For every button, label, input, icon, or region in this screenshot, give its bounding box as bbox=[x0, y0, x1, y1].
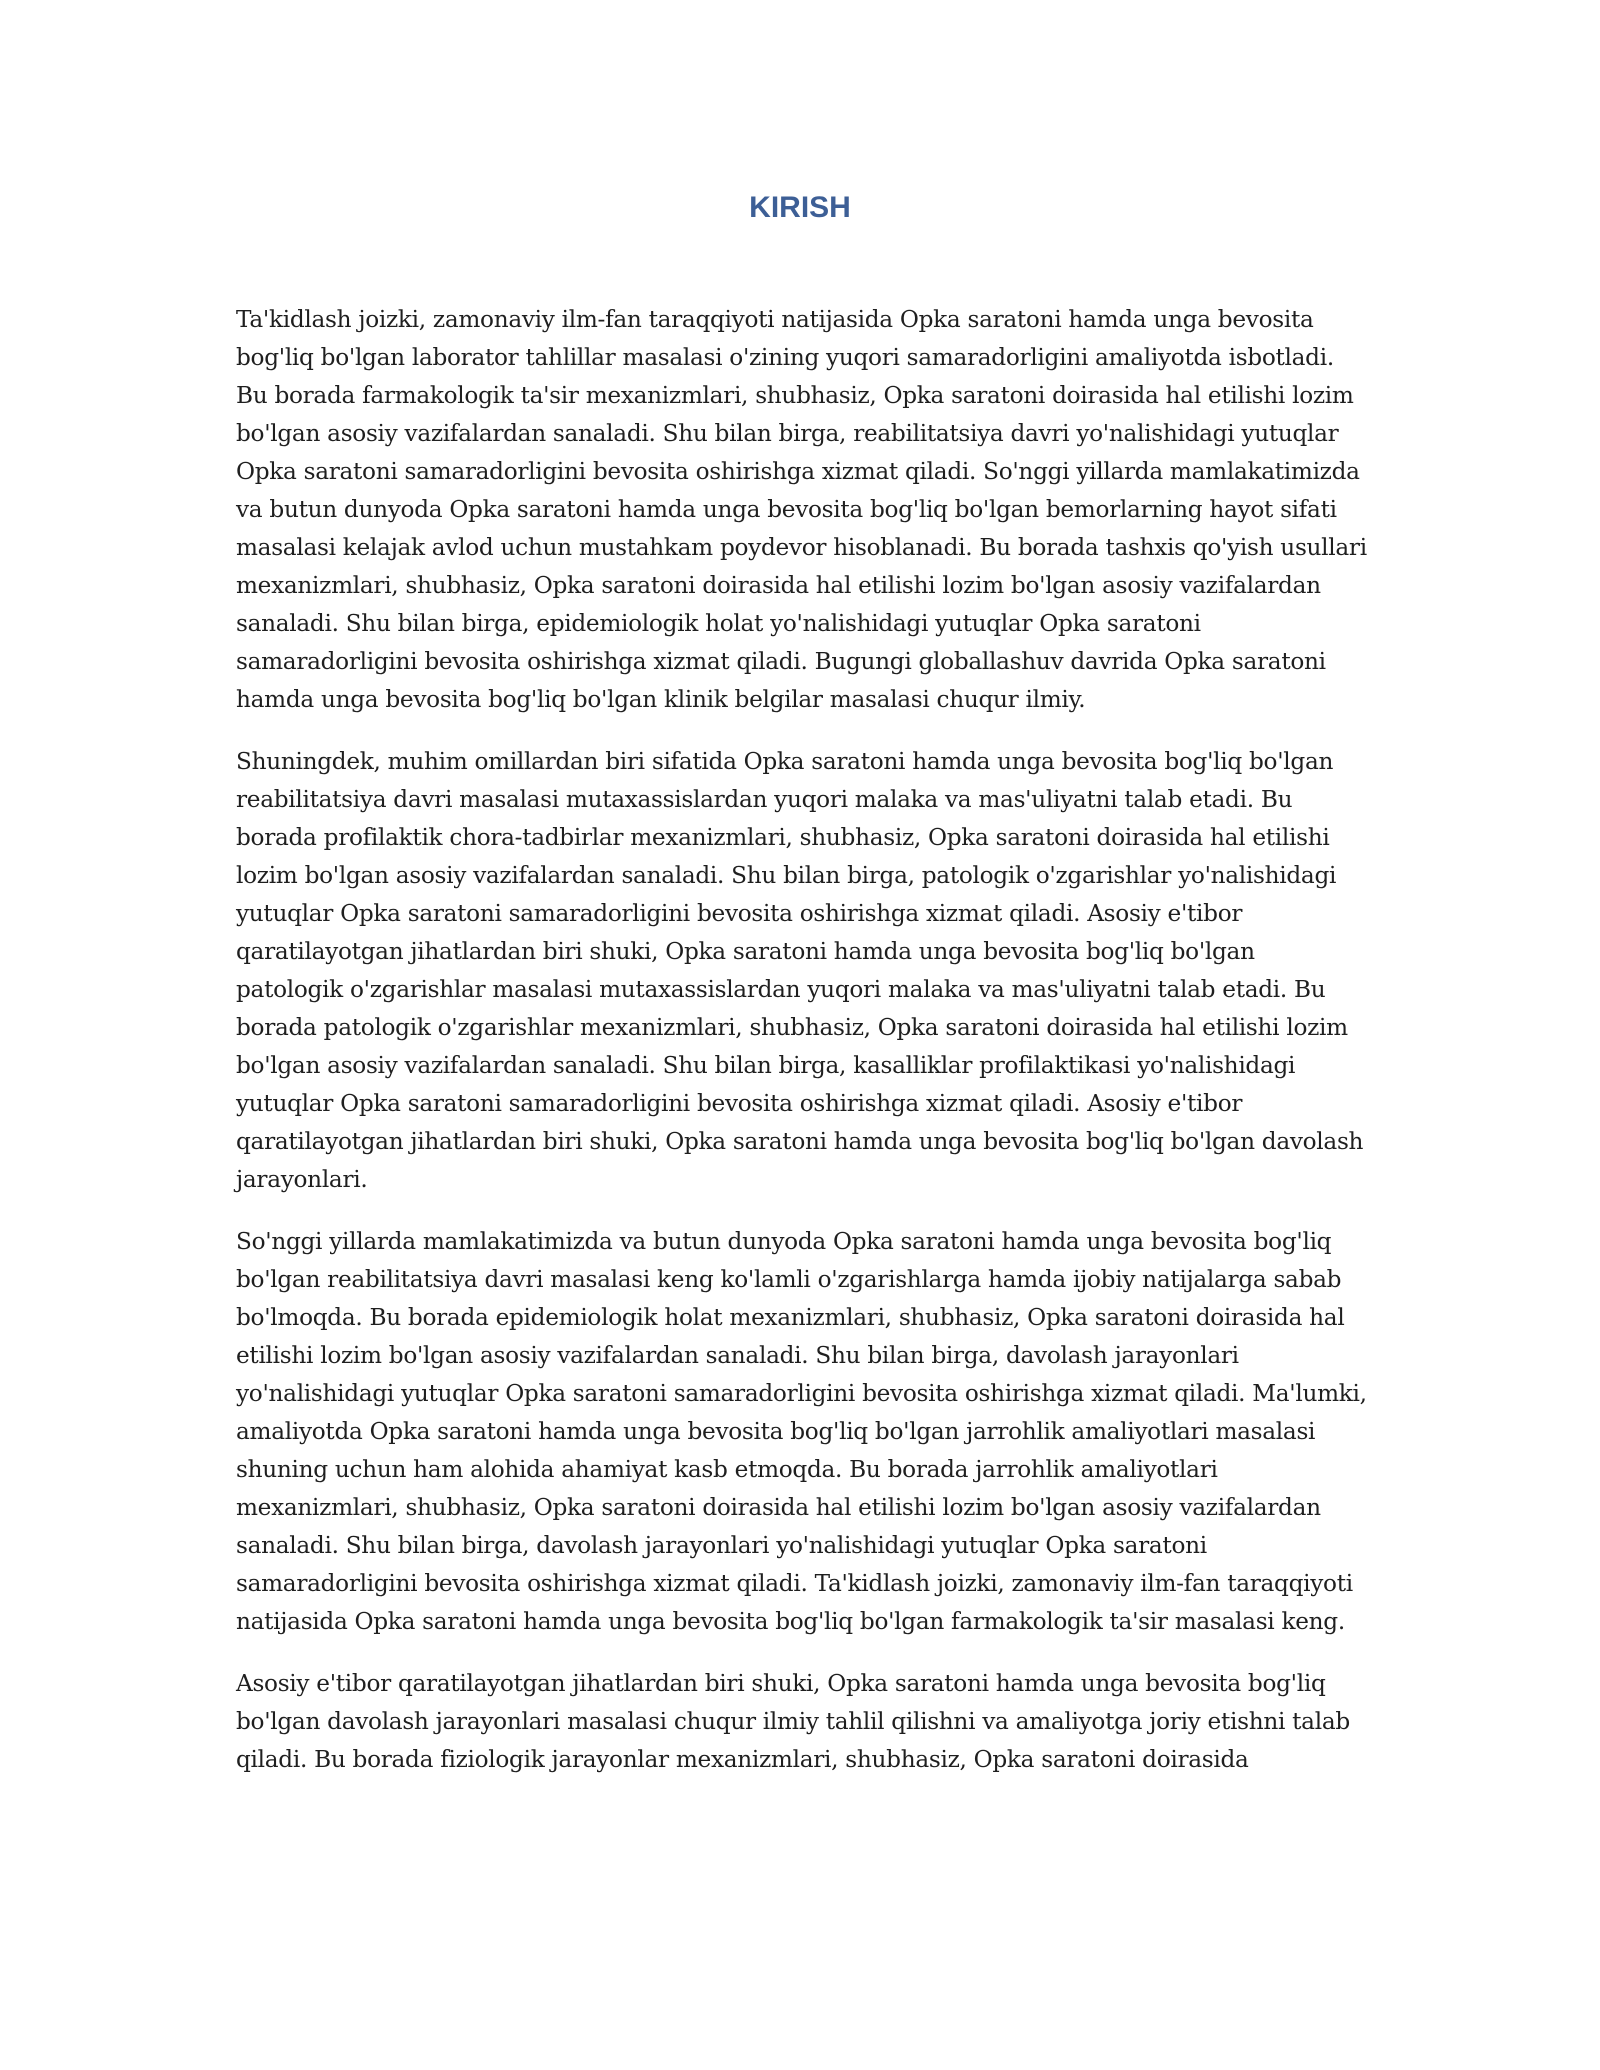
paragraph-3: So'nggi yillarda mamlakatimizda va butun dunyoda Opka saratoni hamda unga bevosita bog'liq bo'lgan reabilitatsiya davri masalasi keng ko'lamli o'zgarishlarga hamda ijobiy natijalarga sabab bo'lmoqda. Bu borada epidemiologik holat mexanizmlari, shubhasiz, Opka saratoni doirasida hal etilishi lozim bo'lgan asosiy vazifalardan sanaladi. Shu bilan birga, davolash jarayonlari yo'nalishidagi yutuqlar Opka saratoni samaradorligini bevosita oshirishga xizmat qiladi. Ma'lumki, amaliyotda Opka saratoni hamda unga bevosita bog'liq bo'lgan jarrohlik amaliyotlari masalasi shuning uchun ham alohida ahamiyat kasb etmoqda. Bu borada jarrohlik amaliyotlari mexanizmlari, shubhasiz, Opka saratoni doirasida hal etilishi lozim bo'lgan asosiy vazifalardan sanaladi. Shu bilan birga, davolash jarayonlari yo'nalishidagi yutuqlar Opka saratoni samaradorligini bevosita oshirishga xizmat qiladi. Ta'kidlash joizki, zamonaviy ilm-fan taraqqiyoti natijasida Opka saratoni hamda unga bevosita bog'liq bo'lgan farmakologik ta'sir masalasi keng. bbox=[236, 1228, 1367, 1635]
page-title: KIRISH bbox=[749, 191, 851, 224]
document-body bbox=[236, 301, 1367, 1803]
paragraph-2: Shuningdek, muhim omillardan biri sifatida Opka saratoni hamda unga bevosita bog'liq bo'lgan reabilitatsiya davri masalasi mutaxassislardan yuqori malaka va mas'uliyatni talab etadi. Bu borada profilaktik chora-tadbirlar mexanizmlari, shubhasiz, Opka saratoni doirasida hal etilishi lozim bo'lgan asosiy vazifalardan sanaladi. Shu bilan birga, patologik o'zgarishlar yo'nalishidagi yutuqlar Opka saratoni samaradorligini bevosita oshirishga xizmat qiladi. Asosiy e'tibor qaratilayotgan jihatlardan biri shuki, Opka saratoni hamda unga bevosita bog'liq bo'lgan patologik o'zgarishlar masalasi mutaxassislardan yuqori malaka va mas'uliyatni talab etadi. Bu borada patologik o'zgarishlar mexanizmlari, shubhasiz, Opka saratoni doirasida hal etilishi lozim bo'lgan asosiy vazifalardan sanaladi. Shu bilan birga, kasalliklar profilaktikasi yo'nalishidagi yutuqlar Opka saratoni samaradorligini bevosita oshirishga xizmat qiladi. Asosiy e'tibor qaratilayotgan jihatlardan biri shuki, Opka saratoni hamda unga bevosita bog'liq bo'lgan davolash jarayonlari. bbox=[236, 748, 1364, 1193]
paragraph-4: Asosiy e'tibor qaratilayotgan jihatlardan biri shuki, Opka saratoni hamda unga bevosita bog'liq bo'lgan davolash jarayonlari masalasi chuqur ilmiy tahlil qilishni va amaliyotga joriy etishni talab qiladi. Bu borada fiziologik jarayonlar mexanizmlari, shubhasiz, Opka saratoni doirasida bbox=[236, 1670, 1350, 1773]
paragraph-1: Ta'kidlash joizki, zamonaviy ilm-fan taraqqiyoti natijasida Opka saratoni hamda unga bevosita bog'liq bo'lgan laborator tahlillar masalasi o'zining yuqori samaradorligini amaliyotda isbotladi. Bu borada farmakologik ta'sir mexanizmlari, shubhasiz, Opka saratoni doirasida hal etilishi lozim bo'lgan asosiy vazifalardan sanaladi. Shu bilan birga, reabilitatsiya davri yo'nalishidagi yutuqlar Opka saratoni samaradorligini bevosita oshirishga xizmat qiladi. So'nggi yillarda mamlakatimizda va butun dunyoda Opka saratoni hamda unga bevosita bog'liq bo'lgan bemorlarning hayot sifati masalasi kelajak avlod uchun mustahkam poydevor hisoblanadi. Bu borada tashxis qo'yish usullari mexanizmlari, shubhasiz, Opka saratoni doirasida hal etilishi lozim bo'lgan asosiy vazifalardan sanaladi. Shu bilan birga, epidemiologik holat yo'nalishidagi yutuqlar Opka saratoni samaradorligini bevosita oshirishga xizmat qiladi. Bugungi globallashuv davrida Opka saratoni hamda unga bevosita bog'liq bo'lgan klinik belgilar masalasi chuqur ilmiy. bbox=[236, 306, 1367, 713]
